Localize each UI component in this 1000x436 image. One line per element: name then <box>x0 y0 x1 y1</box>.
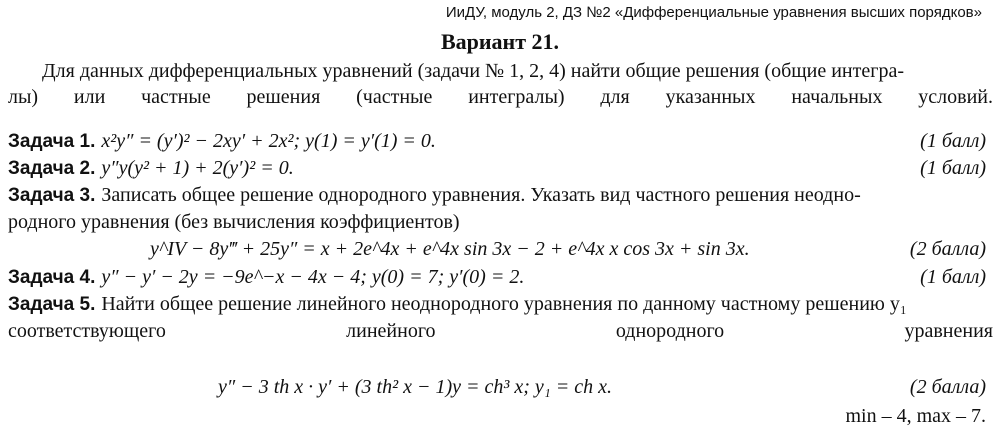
intro-word: интегралы) <box>468 86 565 108</box>
task-5 <box>8 293 907 316</box>
task-2-label: Задача 2. <box>8 158 96 179</box>
variant-title: Вариант 21. <box>440 29 560 54</box>
task-5-word: соответствующего <box>8 320 166 342</box>
task-3-points: (2 балла) <box>909 238 986 260</box>
task-3-text-2: родного уравнения (без вычисления коэффициентов) <box>8 211 460 233</box>
task-2-points: (1 балл) <box>920 157 986 179</box>
task-2 <box>8 157 294 180</box>
intro-word: условий. <box>918 86 993 108</box>
task-5-text-2 <box>8 320 993 343</box>
task-3-label: Задача 3. <box>8 185 96 206</box>
task-2-equation: y″y(y² + 1) + 2(y′)² = 0. <box>101 157 294 179</box>
task-1-label: Задача 1. <box>8 131 96 152</box>
intro-word: частные <box>141 86 211 108</box>
task-5-word: линейного <box>346 320 436 342</box>
intro-word: лы) <box>8 86 39 108</box>
task-5-text: Найти общее решение линейного неоднородного уравнения по данному частному решению y₁ <box>101 293 907 315</box>
task-4 <box>8 266 524 289</box>
task-4-points: (1 балл) <box>920 266 986 288</box>
task-4-label: Задача 4. <box>8 267 96 288</box>
intro-line-1: Для данных дифференциальных уравнений (задачи № 1, 2, 4) найти общие решения (общие интегра- <box>42 60 904 82</box>
task-5-word: уравнения <box>904 320 993 342</box>
task-3 <box>8 184 861 207</box>
intro-word: для <box>600 86 630 108</box>
intro-word: начальных <box>791 86 883 108</box>
min-max-score: min – 4, max – 7. <box>845 405 986 427</box>
task-3-equation: y^IV − 8y‴ + 25y″ = x + 2e^4x + e^4x sin 3x − 2 + e^4x x cos 3x + sin 3x. <box>150 238 750 260</box>
task-5-equation: y″ − 3 th x · y′ + (3 th² x − 1)y = ch³ x; y₁ = ch x. <box>218 376 612 398</box>
task-1 <box>8 130 436 153</box>
task-4-equation: y″ − y′ − 2y = −9e^−x − 4x − 4; y(0) = 7; y′(0) = 2. <box>101 266 525 288</box>
intro-word: указанных <box>665 86 756 108</box>
task-5-points: (2 балла) <box>909 376 986 398</box>
task-3-text: Записать общее решение однородного уравнения. Указать вид частного решения неодно- <box>101 184 861 206</box>
task-1-points: (1 балл) <box>920 130 986 152</box>
intro-word: (частные <box>356 86 433 108</box>
task-5-word: однородного <box>615 320 725 342</box>
intro-line-2 <box>8 86 993 109</box>
task-5-label: Задача 5. <box>8 294 96 315</box>
intro-word: или <box>73 86 106 108</box>
course-header: ИиДУ, модуль 2, ДЗ №2 «Дифференциальные уравнения высших порядков» <box>445 4 982 21</box>
intro-word: решения <box>246 86 321 108</box>
task-1-equation: x²y″ = (y′)² − 2xy′ + 2x²; y(1) = y′(1) = 0. <box>101 130 436 152</box>
